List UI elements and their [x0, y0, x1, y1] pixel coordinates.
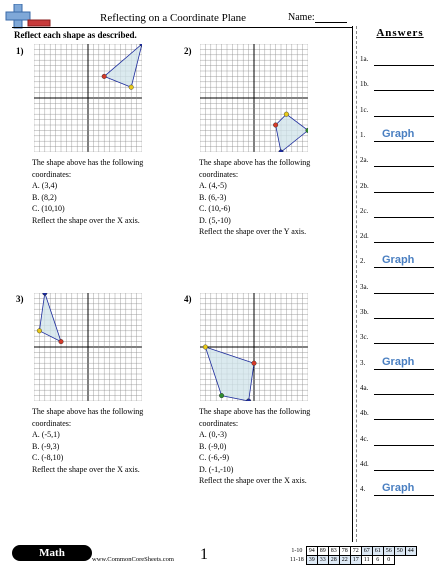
problem-line: The shape above has the following: [199, 407, 311, 416]
vertex-point: [43, 293, 48, 295]
vertex-point: [129, 85, 134, 90]
answer-row: [360, 103, 438, 119]
problem-line: coordinates:: [32, 169, 72, 179]
answers-title: Answers: [376, 27, 424, 39]
problem-line: The shape above has the following: [32, 158, 144, 167]
graph-answer-label: Graph: [382, 355, 415, 368]
page-number: 1: [200, 546, 208, 563]
problem-text: [199, 157, 349, 238]
answer-row: [360, 254, 438, 270]
answer-blank[interactable]: [374, 419, 434, 420]
vertex-point: [59, 339, 64, 344]
score-cell: 44: [405, 547, 416, 556]
graph-answer-label: Graph: [382, 127, 415, 140]
score-cell: 39: [306, 556, 317, 565]
score-range-label: 11-18: [290, 557, 304, 563]
answer-blank[interactable]: [374, 343, 434, 344]
score-cell: 50: [394, 547, 405, 556]
answer-blank[interactable]: [374, 470, 434, 471]
problem-line: A. (3,4): [32, 181, 58, 190]
answer-blank[interactable]: [374, 394, 434, 395]
instructions: Reflect each shape as described.: [14, 30, 137, 40]
answer-row: [360, 128, 438, 144]
answer-blank[interactable]: [374, 166, 434, 167]
problem-line: The shape above has the following: [32, 407, 144, 416]
problem-line: Reflect the shape over the X axis.: [199, 476, 307, 485]
problem-line: B. (8,2): [32, 192, 57, 202]
answer-label: 4b.: [360, 409, 369, 418]
answer-label: 3.: [360, 358, 366, 367]
answer-row: [360, 406, 438, 422]
score-cell: 33: [317, 556, 328, 565]
problem-text: [32, 406, 182, 475]
answer-label: 2d.: [360, 232, 369, 241]
name-line[interactable]: [315, 22, 347, 23]
problem-line: B. (-9,0): [199, 441, 227, 451]
header-divider: [12, 27, 352, 28]
score-cell: 11: [361, 556, 372, 565]
score-cell: 28: [328, 556, 339, 565]
answer-blank[interactable]: [374, 90, 434, 91]
answer-label: 3b.: [360, 308, 369, 316]
problem-number: 3): [16, 294, 24, 304]
coordinate-grid[interactable]: [200, 293, 308, 401]
answer-row: [360, 77, 438, 93]
problem-line: D. (5,-10): [199, 215, 231, 225]
coordinate-grid[interactable]: [200, 44, 308, 152]
answer-label: 2c.: [360, 206, 369, 215]
problem-line: A. (-5,1): [32, 430, 60, 439]
problem-line: Reflect the shape over the X axis.: [32, 464, 140, 474]
answer-row: [360, 204, 438, 220]
answer-label: 4d.: [360, 459, 369, 468]
problem-number: 2): [184, 46, 192, 56]
score-cell: 72: [350, 547, 361, 556]
problem-line: coordinates:: [32, 418, 72, 428]
coordinate-grid[interactable]: [34, 44, 142, 152]
answer-label: 3c.: [360, 333, 369, 342]
answer-label: 2.: [360, 257, 366, 266]
answer-label: 4c.: [360, 434, 369, 443]
problem-line: The shape above has the following: [199, 158, 311, 167]
answer-blank[interactable]: [374, 369, 434, 370]
answer-label: 2b.: [360, 181, 369, 190]
problem-number: 1): [16, 46, 24, 56]
problem-line: coordinates:: [199, 418, 239, 428]
vertex-point: [273, 123, 278, 128]
score-cell: 78: [339, 547, 350, 556]
problem-line: C. (10,10): [32, 204, 65, 213]
answer-row: [360, 432, 438, 448]
problem-line: D. (-1,-10): [199, 464, 234, 474]
score-cell: 67: [361, 547, 372, 556]
answer-label: 1c.: [360, 105, 369, 114]
answer-label: 4a.: [360, 383, 369, 392]
answer-row: [360, 381, 438, 397]
vertex-point: [203, 345, 208, 350]
answer-blank[interactable]: [374, 318, 434, 319]
problem-number: 4): [184, 294, 192, 304]
vertex-point: [219, 393, 224, 398]
problem-text: [199, 406, 349, 487]
score-cell: 0: [383, 556, 394, 565]
answer-blank[interactable]: [374, 141, 434, 142]
subject-label: Math: [39, 547, 65, 559]
answer-blank[interactable]: [374, 116, 434, 117]
coordinate-grid[interactable]: [34, 293, 142, 401]
problem-line: A. (0,-3): [199, 430, 227, 439]
problem-line: Reflect the shape over the X axis.: [32, 215, 140, 225]
answer-label: 1.: [360, 130, 366, 139]
answer-label: 1b.: [360, 80, 369, 89]
score-cell: 89: [317, 547, 328, 556]
answer-row: [360, 52, 438, 68]
problem-line: C. (-6,-9): [199, 453, 229, 462]
score-cell: 56: [383, 547, 394, 556]
score-cell: 17: [350, 556, 361, 565]
answer-blank[interactable]: [374, 242, 434, 243]
score-cell: 83: [328, 547, 339, 556]
answer-row: [360, 280, 438, 296]
graph-answer-label: Graph: [382, 482, 415, 495]
answer-blank[interactable]: [374, 445, 434, 446]
answer-row: [360, 305, 438, 321]
answer-label: 4.: [360, 485, 366, 494]
vertex-point: [102, 74, 107, 79]
answer-blank[interactable]: [374, 267, 434, 268]
answer-row: [360, 229, 438, 245]
answer-row: [360, 179, 438, 195]
problem-line: A. (4,-5): [199, 181, 227, 190]
problem-line: B. (6,-3): [199, 192, 227, 202]
problem-line: C. (10,-6): [199, 204, 231, 213]
answer-blank[interactable]: [374, 495, 434, 496]
site-url: www.CommonCoreSheets.com: [92, 556, 174, 563]
answer-row: [360, 330, 438, 346]
score-row: [288, 547, 416, 556]
score-cell: 94: [306, 547, 317, 556]
score-cell: 6: [372, 556, 383, 565]
score-row: [288, 556, 416, 565]
answer-row: [360, 356, 438, 372]
answer-label: 1a.: [360, 55, 369, 63]
problem-text: [32, 157, 182, 226]
score-cell: 61: [372, 547, 383, 556]
answer-column-border: [352, 26, 353, 542]
answer-row: [360, 482, 438, 498]
graph-answer-label: Graph: [382, 254, 415, 267]
answer-blank[interactable]: [374, 65, 434, 66]
worksheet-title: Reflecting on a Coordinate Plane: [100, 12, 247, 24]
vertex-point: [284, 112, 289, 117]
score-cell: 22: [339, 556, 350, 565]
problem-line: C. (-8,10): [32, 453, 64, 462]
answer-blank[interactable]: [374, 192, 434, 193]
problem-line: coordinates:: [199, 169, 239, 179]
score-range-label: 1-10: [291, 548, 303, 554]
vertex-point: [252, 361, 257, 366]
problem-line: Reflect the shape over the Y axis.: [199, 227, 307, 236]
answer-label: 2a.: [360, 156, 369, 165]
cut-line: [356, 26, 357, 542]
answer-row: [360, 457, 438, 473]
answer-blank[interactable]: [374, 217, 434, 218]
score-table: [288, 546, 417, 565]
name-label: Name:: [288, 12, 315, 23]
answer-row: [360, 153, 438, 169]
vertex-point: [37, 329, 42, 334]
answer-blank[interactable]: [374, 293, 434, 294]
answer-label: 3a.: [360, 282, 369, 291]
problem-line: B. (-9,3): [32, 441, 60, 451]
